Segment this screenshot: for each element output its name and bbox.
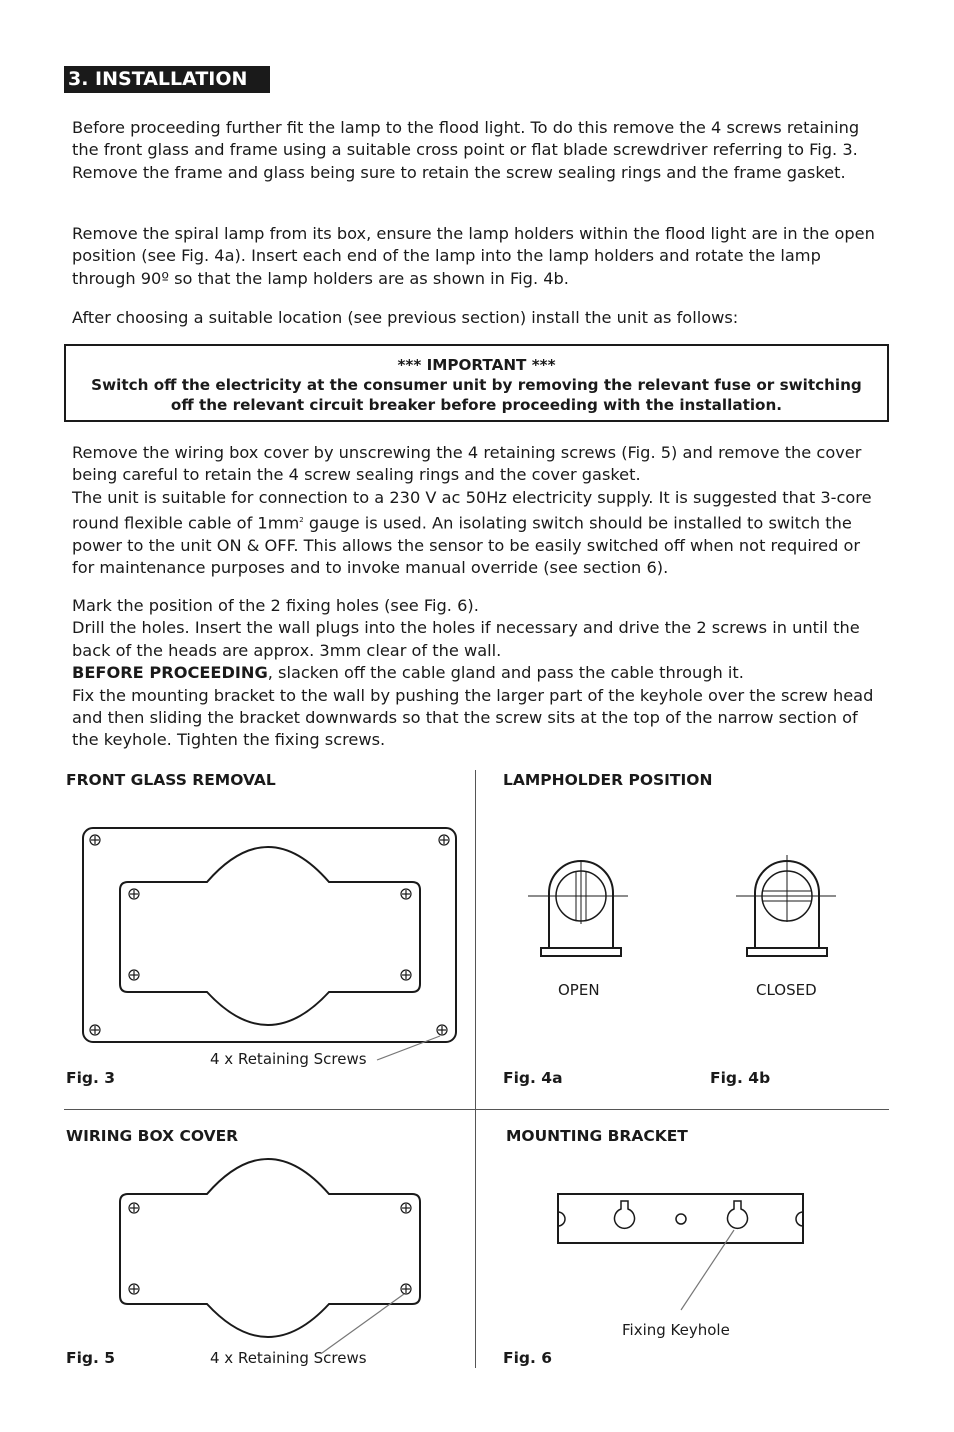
bracket-notch-right (796, 1212, 803, 1226)
front-glass-outline (120, 847, 420, 1025)
important-line-1: Switch off the electricity at the consumer unit by removing the relevant fuse or switching (91, 376, 862, 394)
drill-holes-text: Drill the holes. Insert the wall plugs into the holes if necessary and drive the 2 screws in until the back of the heads are approx. 3mm clear of the wall. (72, 618, 860, 660)
screw-icon (437, 1025, 447, 1035)
fig-4b-label: Fig. 4b (710, 1069, 771, 1087)
screw-icon (90, 835, 100, 845)
center-hole-icon (676, 1214, 686, 1224)
front-frame-outline (83, 828, 456, 1042)
bracket-outline (558, 1194, 803, 1243)
fixing-holes-text: Mark the position of the 2 fixing holes (see Fig. 6). (72, 596, 479, 615)
fig-5-label: Fig. 5 (66, 1349, 116, 1367)
front-glass-caption: 4 x Retaining Screws (210, 1050, 367, 1068)
important-title: *** IMPORTANT *** (397, 356, 556, 374)
screw-icon (401, 889, 411, 899)
section-heading: 3. INSTALLATION (64, 66, 270, 93)
important-line-2: off the relevant circuit breaker before proceeding with the installation. (170, 396, 783, 414)
wiring-cover-leader-line (322, 1294, 404, 1353)
supply-text-start: The unit is suitable for connection to a 230 V ac 50Hz electricity supply. It is suggested that 3-core round flexible cable of 1mm (72, 487, 872, 533)
screw-icon (129, 1284, 139, 1294)
paragraph-location: After choosing a suitable location (see previous section) install the unit as follows: (72, 308, 739, 327)
screw-icon (129, 970, 139, 980)
screw-icon (439, 835, 449, 845)
front-glass-title: FRONT GLASS REMOVAL (66, 771, 276, 789)
fig-4a-label: Fig. 4a (503, 1069, 563, 1087)
closed-caption: CLOSED (756, 981, 817, 999)
bracket-title: MOUNTING BRACKET (506, 1127, 688, 1145)
paragraph-lamp-fitting: Before proceeding further fit the lamp to the flood light. To do this remove the 4 screws retaining the front glass and frame using a suitable cross point or flat blade screwdriver referring to Fig. 3. Remove the frame and glass being sure to retain the screw sealing rings and the frame gasket. (72, 118, 860, 182)
wiring-box-caption: 4 x Retaining Screws (210, 1349, 367, 1367)
bracket-fix-text: Fix the mounting bracket to the wall by pushing the larger part of the keyhole over the screw head and then sliding the bracket downwards so that the screw sits at the top of the narrow section of the keyhole. Tighten the fixing screws. (72, 685, 874, 750)
wiring-cover-text: Remove the wiring box cover by unscrewing the 4 retaining screws (Fig. 5) and remove the cover being careful to retain the 4 screw sealing rings and the cover gasket. (72, 443, 862, 485)
screw-icon (401, 1203, 411, 1213)
superscript-two: 2 (299, 516, 304, 525)
screw-icon (90, 1025, 100, 1035)
fig-6-label: Fig. 6 (503, 1349, 553, 1367)
bracket-notch-left (558, 1212, 565, 1226)
screw-icon (129, 889, 139, 899)
open-caption: OPEN (558, 981, 600, 999)
keyhole-icon (614, 1201, 634, 1228)
front-glass-leader-line (377, 1036, 440, 1060)
supply-text-end: gauge is used. An isolating switch should be installed to switch the power to the unit ON & OFF. This allows the sensor to be easily switched off when not required or for maintenance purposes and to invoke manual override (see section 6). (72, 513, 861, 578)
wiring-cover-outline (120, 1159, 420, 1337)
before-proceeding-text: BEFORE PROCEEDING (72, 663, 268, 683)
lampholder-title: LAMPHOLDER POSITION (503, 771, 713, 789)
screw-icon (401, 1284, 411, 1294)
screw-icon (129, 1203, 139, 1213)
fig-3-label: Fig. 3 (66, 1069, 116, 1087)
screw-icon (401, 970, 411, 980)
keyhole-caption: Fixing Keyhole (622, 1321, 730, 1339)
paragraph-spiral-lamp: Remove the spiral lamp from its box, ensure the lamp holders within the flood light are in the open position (see Fig. 4a). Insert each end of the lamp into the lamp holders and rotate the lamp through 90º so that the lamp holders are as shown in Fig. 4b. (72, 224, 875, 288)
cable-gland-text: , slacken off the cable gland and pass the cable through it. (267, 663, 744, 683)
keyhole-icon (728, 1201, 748, 1228)
wiring-box-title: WIRING BOX COVER (66, 1127, 239, 1145)
